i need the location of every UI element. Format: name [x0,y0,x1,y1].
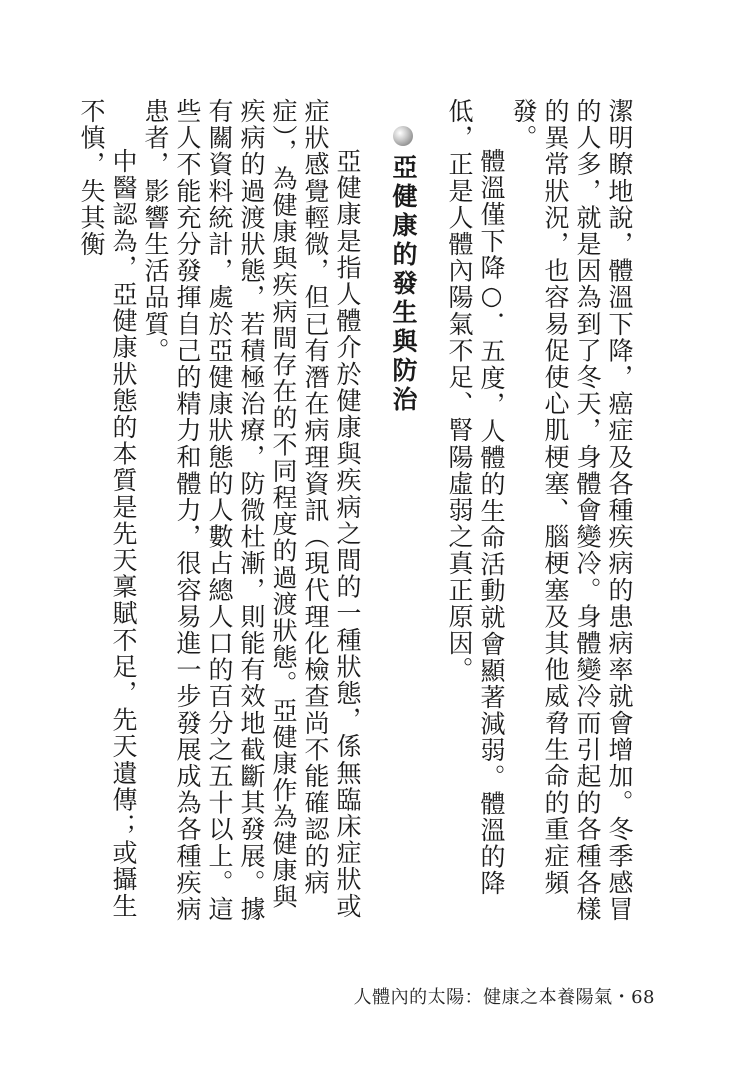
section-heading-text: 亞健康的發生與防治 [389,154,418,415]
paragraph-body-temperature: 體溫僅下降○．五度，人體的生命活動就會顯著減弱。體溫的降低，正是人體內陽氣不足、腎陽虛弱之真正原因。 [445,98,506,897]
paragraph-tcm-view: 中醫認為，亞健康狀態的本質是先天稟賦不足，先天遺傳；或攝生不慎，失其衡 [77,98,138,920]
section-heading [387,126,419,928]
paragraph-continued: 潔明瞭地說，體溫下降，癌症及各種疾病的患病率就會增加。冬季感冒的人多，就是因為到了冬天，身體會變冷。身體變冷而引起的各種各樣的異常狀況，也容易促使心肌梗塞、腦梗塞及其他威脅生命的重症頻發。 [509,98,634,923]
page-footer: 人體內的太陽：健康之本養陽氣・68 [353,987,655,1008]
sphere-bullet-icon [393,126,413,146]
paragraph-subhealth-definition: 亞健康是指人體介於健康與疾病之間的一種狀態，係無臨床症狀或症狀感覺輕微，但已有潛在病理資訊（現代理化檢查尚不能確認的病症），為健康與疾病間存在的不同程度的過渡狀態。亞健康作為健康與疾病的過渡狀態，若積極治療，防微杜漸，則能有效地截斷其發展。據有關資料統計，處於亞健康狀態的人數占總人口的百分之五十以上。這些人不能充分發揮自己的精力和體力，很容易進一步發展成為各種疾病患者，影響生活品質。 [141,98,362,923]
vertical-text-body [75,98,635,928]
